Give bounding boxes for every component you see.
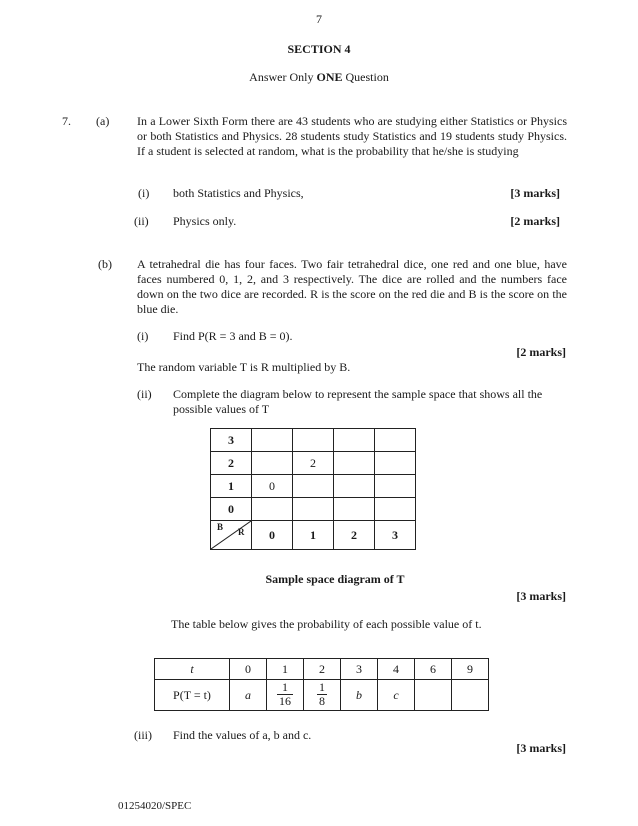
part-a-i-marks: [3 marks] xyxy=(510,186,560,200)
diagram-caption: Sample space diagram of T xyxy=(265,572,405,586)
grid-cell xyxy=(334,452,375,475)
table-intro: The table below gives the probability of each possible value of t. xyxy=(171,617,482,631)
part-a-text: In a Lower Sixth Form there are 43 students who are studying either Statistics or Physics or both Statistics and Physics. 28 students study Statistics and 19 students study Physics. If a student is selected at random, what is the probability that he/she is studying xyxy=(137,114,567,158)
fraction-numerator: 1 xyxy=(319,680,325,694)
prob-cell: c xyxy=(378,680,415,711)
part-a-label: (a) xyxy=(96,114,110,128)
grid-row-0 xyxy=(211,498,416,521)
part-b-iii-text: Find the values of a, b and c. xyxy=(173,728,312,742)
grid-cell xyxy=(334,475,375,498)
grid-cell xyxy=(375,475,416,498)
random-variable-text: The random variable T is R multiplied by B. xyxy=(137,360,351,374)
grid-cell xyxy=(375,498,416,521)
fraction-denominator: 8 xyxy=(319,694,325,708)
prob-cell xyxy=(452,680,489,711)
part-b-label: (b) xyxy=(98,257,112,271)
t-value: 1 xyxy=(267,659,304,680)
instruction-prefix: Answer Only xyxy=(249,70,317,84)
part-a-ii-label: (ii) xyxy=(134,214,149,228)
b-value: 1 xyxy=(211,475,252,498)
grid-row-3 xyxy=(211,429,416,452)
prob-row xyxy=(155,680,489,711)
grid-cell xyxy=(293,498,334,521)
part-b-ii-text: Complete the diagram below to represent the sample space that shows all the possible values of T xyxy=(173,387,543,416)
grid-cell: 0 xyxy=(252,475,293,498)
grid-r-row xyxy=(211,521,416,550)
grid-row-2 xyxy=(211,452,416,475)
section-title: SECTION 4 xyxy=(287,42,351,56)
b-value: 3 xyxy=(211,429,252,452)
part-b-text: A tetrahedral die has four faces. Two fair tetrahedral dice, one red and one blue, have faces numbered 0, 1, 2, and 3 respectively. The dice are rolled and the numbers face down on the two dice are recorded. R is the score on the red die and B is the score on the blue die. xyxy=(137,257,567,316)
grid-cell xyxy=(252,452,293,475)
r-value: 1 xyxy=(293,521,334,550)
grid-cell xyxy=(375,429,416,452)
part-a-i-text: both Statistics and Physics, xyxy=(173,186,304,200)
sample-space-grid xyxy=(210,428,416,550)
probability-table xyxy=(154,658,489,711)
t-value: 0 xyxy=(230,659,267,680)
grid-cell xyxy=(334,498,375,521)
instruction xyxy=(0,70,638,85)
grid-cell xyxy=(252,429,293,452)
prob-cell: b xyxy=(341,680,378,711)
grid-cell: 2 xyxy=(293,452,334,475)
t-value: 4 xyxy=(378,659,415,680)
r-value: 2 xyxy=(334,521,375,550)
part-a-ii-text: Physics only. xyxy=(173,214,237,228)
prob-cell: a xyxy=(230,680,267,711)
grid-cell xyxy=(375,452,416,475)
t-value: 9 xyxy=(452,659,489,680)
r-value: 0 xyxy=(252,521,293,550)
part-b-ii-label: (ii) xyxy=(137,387,152,401)
part-a-i-label: (i) xyxy=(138,186,150,200)
grid-cell xyxy=(252,498,293,521)
prob-cell xyxy=(415,680,452,711)
prob-cell-frac xyxy=(304,680,341,711)
fraction-numerator: 1 xyxy=(277,681,293,695)
corner-r-label: R xyxy=(238,527,245,537)
t-value: 6 xyxy=(415,659,452,680)
t-value: 2 xyxy=(304,659,341,680)
part-b-ii-marks: [3 marks] xyxy=(516,589,566,603)
grid-row-1 xyxy=(211,475,416,498)
corner-b-label: B xyxy=(217,522,224,532)
part-b-iii-label: (iii) xyxy=(134,728,152,742)
page-number: 7 xyxy=(316,12,322,26)
part-a-ii-marks: [2 marks] xyxy=(510,214,560,228)
b-value: 2 xyxy=(211,452,252,475)
grid-cell xyxy=(334,429,375,452)
part-b-i-text: Find P(R = 3 and B = 0). xyxy=(173,329,293,343)
grid-cell xyxy=(293,475,334,498)
part-b-iii-marks: [3 marks] xyxy=(516,741,566,755)
r-value: 3 xyxy=(375,521,416,550)
prob-row-label: P(T = t) xyxy=(155,680,230,711)
fraction-denominator: 16 xyxy=(279,694,291,708)
fraction xyxy=(317,681,327,708)
instruction-emph: ONE xyxy=(316,70,343,84)
part-b-i-marks: [2 marks] xyxy=(516,345,566,359)
instruction-suffix: Question xyxy=(342,70,389,84)
fraction xyxy=(277,681,293,708)
t-header: t xyxy=(155,659,230,680)
prob-cell-frac xyxy=(267,680,304,711)
part-b-i-label: (i) xyxy=(137,329,149,343)
b-value: 0 xyxy=(211,498,252,521)
footer-code: 01254020/SPEC xyxy=(118,800,192,812)
question-number: 7. xyxy=(62,114,71,128)
t-value: 3 xyxy=(341,659,378,680)
grid-cell xyxy=(293,429,334,452)
corner-cell xyxy=(211,521,252,550)
t-row xyxy=(155,659,489,680)
